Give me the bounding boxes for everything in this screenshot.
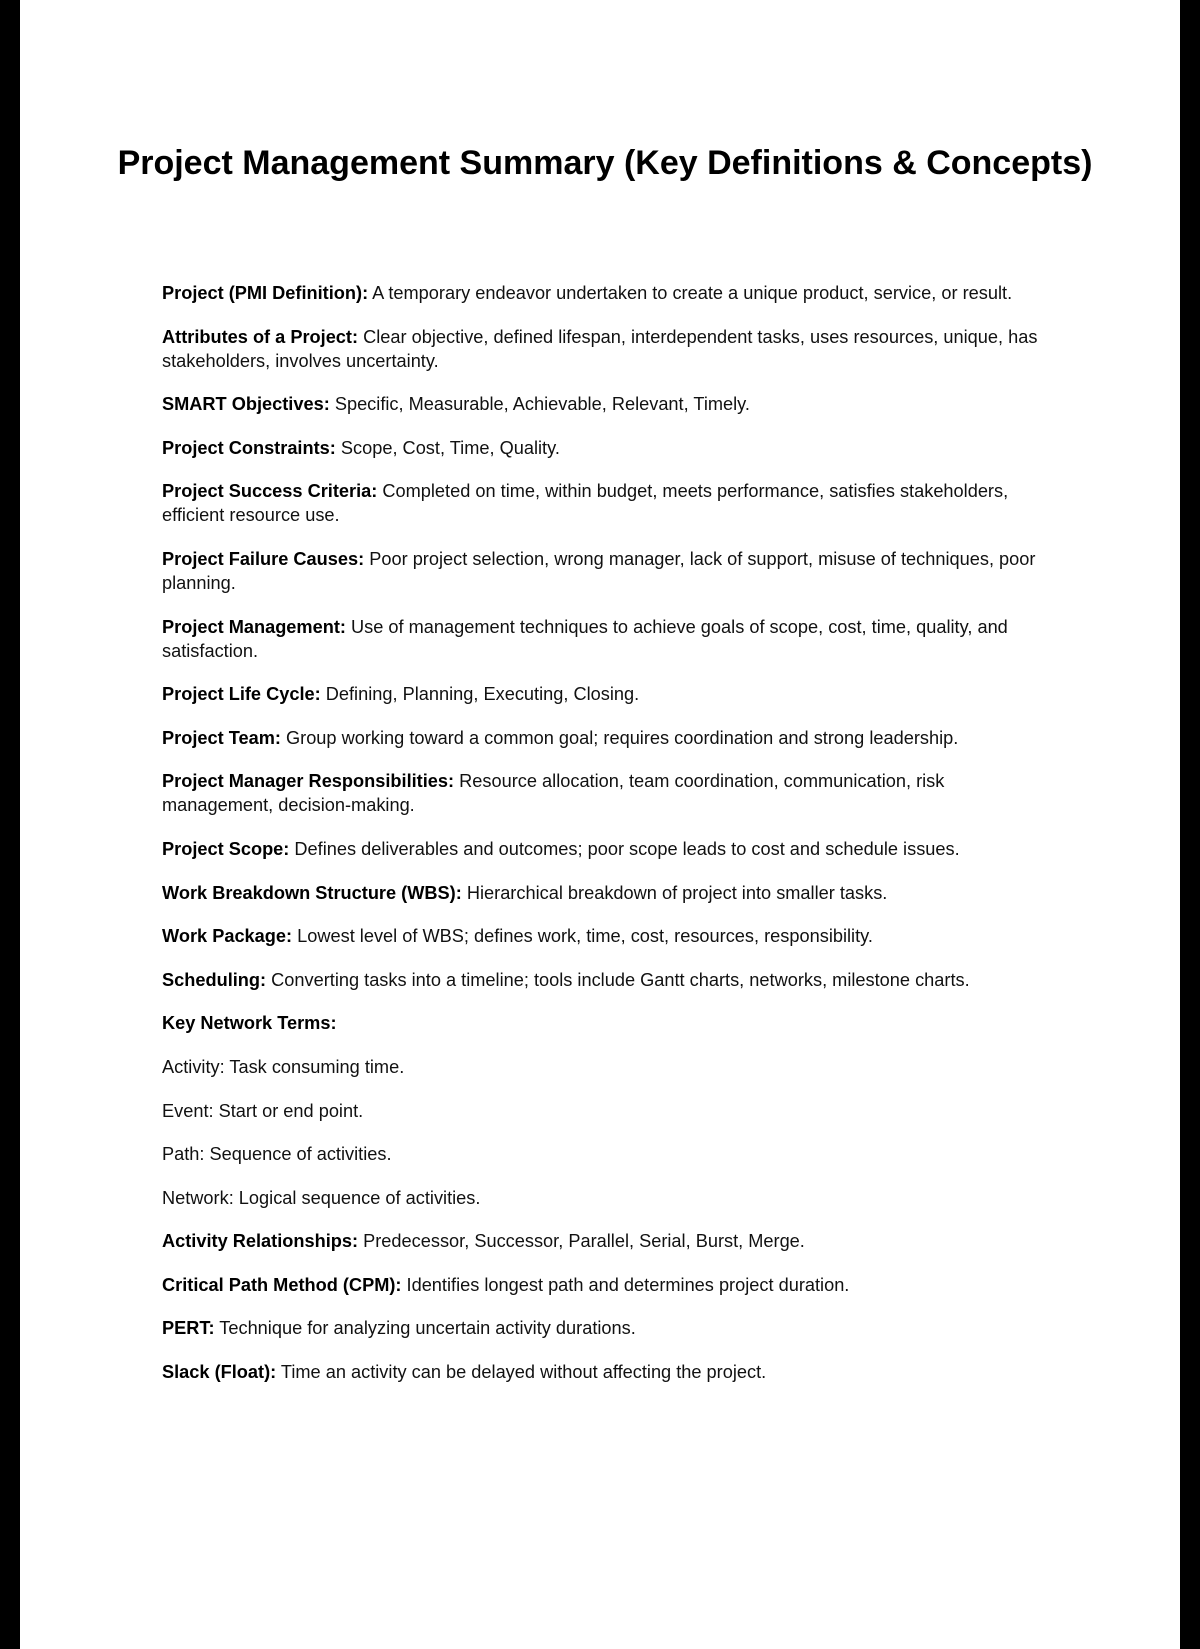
entry-project-manager-responsibilities	[162, 769, 1052, 817]
entry-text: Lowest level of WBS; defines work, time, cost, resources, responsibility.	[292, 926, 873, 947]
entry-work-breakdown-structure	[162, 881, 1052, 905]
entry-project-life-cycle	[162, 682, 1052, 706]
entry-term: Project Team:	[162, 727, 281, 748]
definitions-list	[162, 281, 1052, 1404]
entry-term: Project Manager Responsibilities:	[162, 771, 455, 792]
entry-project-management	[162, 615, 1052, 663]
entry-text: Network: Logical sequence of activities.	[162, 1187, 481, 1208]
entry-scheduling	[162, 968, 1052, 992]
entry-text: Converting tasks into a timeline; tools include Gantt charts, networks, milestone charts.	[266, 969, 970, 990]
entry-project-pmi-definition	[162, 281, 1052, 305]
entry-activity-relationships	[162, 1229, 1052, 1253]
entry-term: Project Success Criteria:	[162, 481, 378, 502]
entry-text: Predecessor, Successor, Parallel, Serial, Burst, Merge.	[358, 1231, 805, 1252]
entry-text: Event: Start or end point.	[162, 1100, 364, 1121]
entry-text: Identifies longest path and determines project duration.	[401, 1274, 850, 1295]
entry-text: A temporary endeavor undertaken to create a unique product, service, or result.	[368, 283, 1013, 303]
left-border	[10, 0, 20, 1649]
entry-activity	[162, 1055, 1052, 1079]
entry-term: Scheduling:	[162, 969, 267, 990]
entry-term: Work Package:	[162, 926, 293, 947]
entry-pert	[162, 1316, 1052, 1340]
entry-term: Slack (Float):	[162, 1362, 277, 1383]
entry-text: Resource allocation, team coordination, communication, risk management, decision-making.	[162, 771, 945, 816]
entry-text: Completed on time, within budget, meets performance, satisfies stakeholders, efficient resource use.	[162, 481, 1009, 526]
entry-term: Project (PMI Definition):	[162, 283, 369, 303]
entry-text: Poor project selection, wrong manager, lack of support, misuse of techniques, poor planning.	[162, 548, 1036, 593]
entry-term: Attributes of a Project:	[162, 326, 359, 347]
entry-network	[162, 1186, 1052, 1210]
entry-term: SMART Objectives:	[162, 394, 330, 415]
entry-critical-path-method	[162, 1273, 1052, 1297]
entry-text: Use of management techniques to achieve goals of scope, cost, time, quality, and satisfaction.	[162, 616, 1008, 661]
entry-text: Specific, Measurable, Achievable, Relevant, Timely.	[329, 394, 750, 415]
entry-event	[162, 1099, 1052, 1123]
entry-work-package	[162, 924, 1052, 948]
entry-project-constraints	[162, 436, 1052, 460]
entry-key-network-terms	[162, 1011, 1052, 1035]
entry-term: Key Network Terms:	[162, 1013, 337, 1034]
entry-text: Path: Sequence of activities.	[162, 1144, 392, 1165]
entry-attributes-of-a-project	[162, 325, 1052, 373]
entry-text: Activity: Task consuming time.	[162, 1056, 405, 1077]
entry-smart-objectives	[162, 392, 1052, 416]
entry-term: Project Scope:	[162, 838, 290, 859]
entry-term: PERT:	[162, 1318, 215, 1339]
entry-path	[162, 1142, 1052, 1166]
entry-term: Project Life Cycle:	[162, 684, 321, 705]
entry-term: Work Breakdown Structure (WBS):	[162, 882, 462, 903]
entry-text: Hierarchical breakdown of project into smaller tasks.	[461, 882, 888, 903]
entry-text: Technique for analyzing uncertain activity durations.	[214, 1318, 636, 1339]
entry-text: Group working toward a common goal; requires coordination and strong leadership.	[280, 727, 959, 748]
entry-term: Project Constraints:	[162, 437, 336, 458]
entry-slack-float	[162, 1360, 1052, 1384]
entry-text: Time an activity can be delayed without affecting the project.	[276, 1362, 767, 1383]
entry-project-scope	[162, 837, 1052, 861]
entry-text: Scope, Cost, Time, Quality.	[335, 437, 560, 458]
entry-project-failure-causes	[162, 547, 1052, 595]
entry-term: Activity Relationships:	[162, 1231, 359, 1252]
entry-project-team	[162, 726, 1052, 750]
entry-project-success-criteria	[162, 479, 1052, 527]
entry-text: Defining, Planning, Executing, Closing.	[320, 684, 640, 705]
entry-term: Project Management:	[162, 616, 346, 637]
document-page	[10, 0, 1190, 1649]
entry-text: Defines deliverables and outcomes; poor scope leads to cost and schedule issues.	[289, 838, 960, 859]
entry-term: Project Failure Causes:	[162, 548, 365, 569]
right-border	[1180, 0, 1190, 1649]
entry-term: Critical Path Method (CPM):	[162, 1274, 402, 1295]
entry-text: Clear objective, defined lifespan, interdependent tasks, uses resources, unique, has stakeholders, involves uncertainty.	[162, 326, 1038, 371]
page-title: Project Management Summary (Key Definitions & Concepts)	[117, 144, 1093, 182]
